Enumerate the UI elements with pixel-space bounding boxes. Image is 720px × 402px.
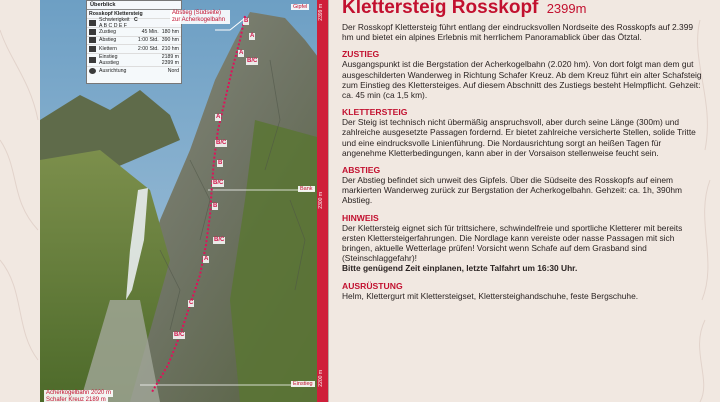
infobox-zustieg: Zustieg 45 Min. 180 hm [87,28,181,37]
mountain-photo [40,0,328,402]
schafer-kreuz-label: Schafer Kreuz 2189 m [46,397,106,402]
gipfel-label: Gipfel [293,4,308,10]
grade-marker: A [239,50,244,56]
grade-marker: A [216,114,221,120]
section-text-klettersteig: Der Steig ist technisch nicht übermäßig anspruchsvoll, aber durch seine Länge (300m) und zahlreiche ausgesetzte Passagen fordernd. Er bietet zahlreiche versicherte Stellen, solide Tritte und eine eindrucksvolle Linienführung. Die Nordausrichtung sorgt an heißen Tagen für angenehme Kletterbedingungen, kann aber in der Vorsaison stellenweise feucht sein. [342,117,696,158]
infobox-ausrichtung: Ausrichtung Nord [87,67,181,75]
section-text-hinweis-bold: Bitte genügend Zeit einplanen, letzte Talfahrt um 16:30 Uhr. [342,263,578,274]
einstieg-label: Einstieg [293,381,313,387]
infobox-einstieg: Einstieg Ausstieg 2189 m 2399 m [87,54,181,67]
infobox-heading: Überblick [87,1,181,10]
infobox-abstieg: Abstieg 1:00 Std. 390 hm [87,37,181,46]
section-heading-ausruestung: AUSRÜSTUNG [342,280,403,291]
infobox-difficulty: Schwierigkeit C A B C D E F [87,19,181,28]
section-text-abstieg: Der Abstieg befindet sich unweit des Gipfels. Über die Südseite des Rosskopfs auf einem markierten Wanderweg zurück zur Bergstation der Acherkogelbahn. Gehzeit: ca. 1h, 390hm Abstieg. [342,175,682,206]
hiker-icon [89,29,96,35]
grade-marker: C [189,300,194,306]
section-text-zustieg: Ausgangspunkt ist die Bergstation der Acherkogelbahn (2.020 hm). Von dort folgt man dem gut ausgeschilderten Wanderweg in Richtung Schafer Kreuz. Ab dem Kreuz führt ein alter Schafsteig zum Einstieg des Klettersteiges. Auf diesem Abschnitt des Zustiegs besteht Helmpflicht. Gehzeit: ca. 45 min (ca 1,5 km). [342,59,702,101]
intro-text: Der Rosskopf Klettersteig führt entlang der eindrucksvollen Nordseite des Rosskopfs auf 2.399 hm und bietet ein alpines Erlebnis mit herrlichem Panoramablick über das Ötztal. [342,22,694,43]
compass-icon [89,68,96,74]
acherkogelbahn-label: Acherkogelbahn 2020 m [46,390,112,396]
summit-altitude: 2399m [546,1,587,16]
scale-label: 2200 m [318,370,324,387]
article [342,0,702,301]
grade-marker: B/C [216,140,227,146]
section-heading-abstieg: ABSTIEG [342,165,381,176]
section-heading-hinweis: HINWEIS [342,212,379,223]
grade-marker: B [218,160,223,166]
section-text-hinweis: Der Klettersteig eignet sich für trittsichere, schwindelfreie und sportliche Kletterer mit bereits ersten Klettersteigerfahrungen. Die Nordlage kann vereiste oder nasse Passagen mit sich bringen, aktuelle Wetterlage prüfen! Vorsicht wenn Schafe auf dem Grasband sind (Steinschlaggefahr)! [342,222,683,264]
altitude-scale [317,0,328,402]
altitude-icon [89,57,96,63]
page-title: Klettersteig Rosskopf [342,0,539,18]
descent-icon [89,37,96,43]
route-photo [40,0,329,402]
difficulty-icon [89,20,96,26]
climber-icon [89,46,96,52]
grade-marker: B [244,18,249,24]
scale-label: 2399 m [318,4,324,21]
abstieg-label: Abstieg (Südseite) zur Acherkogelbahn [170,10,230,24]
title-row [342,0,702,20]
grade-marker: B/C [213,180,224,186]
grade-marker: B/C [247,58,258,64]
infobox-title: Rosskopf Klettersteig [87,10,181,19]
grade-marker: B/C [174,332,185,338]
grade-marker: A [204,256,209,262]
grade-marker: B [213,203,218,209]
section-text-ausruestung: Helm, Klettergurt mit Klettersteigset, Klettersteighandschuhe, feste Bergschuhe. [342,290,639,301]
section-heading-zustieg: ZUSTIEG [342,49,380,60]
infobox-klettern: Klettern 2:00 Std. 210 hm [87,45,181,54]
route-infobox [86,0,182,84]
section-heading-klettersteig: KLETTERSTEIG [342,107,408,118]
scale-label: 2300 m [318,192,324,209]
bank-label: Bank [300,186,313,192]
grade-marker: B/C [214,237,225,243]
grade-marker: A [250,33,255,39]
